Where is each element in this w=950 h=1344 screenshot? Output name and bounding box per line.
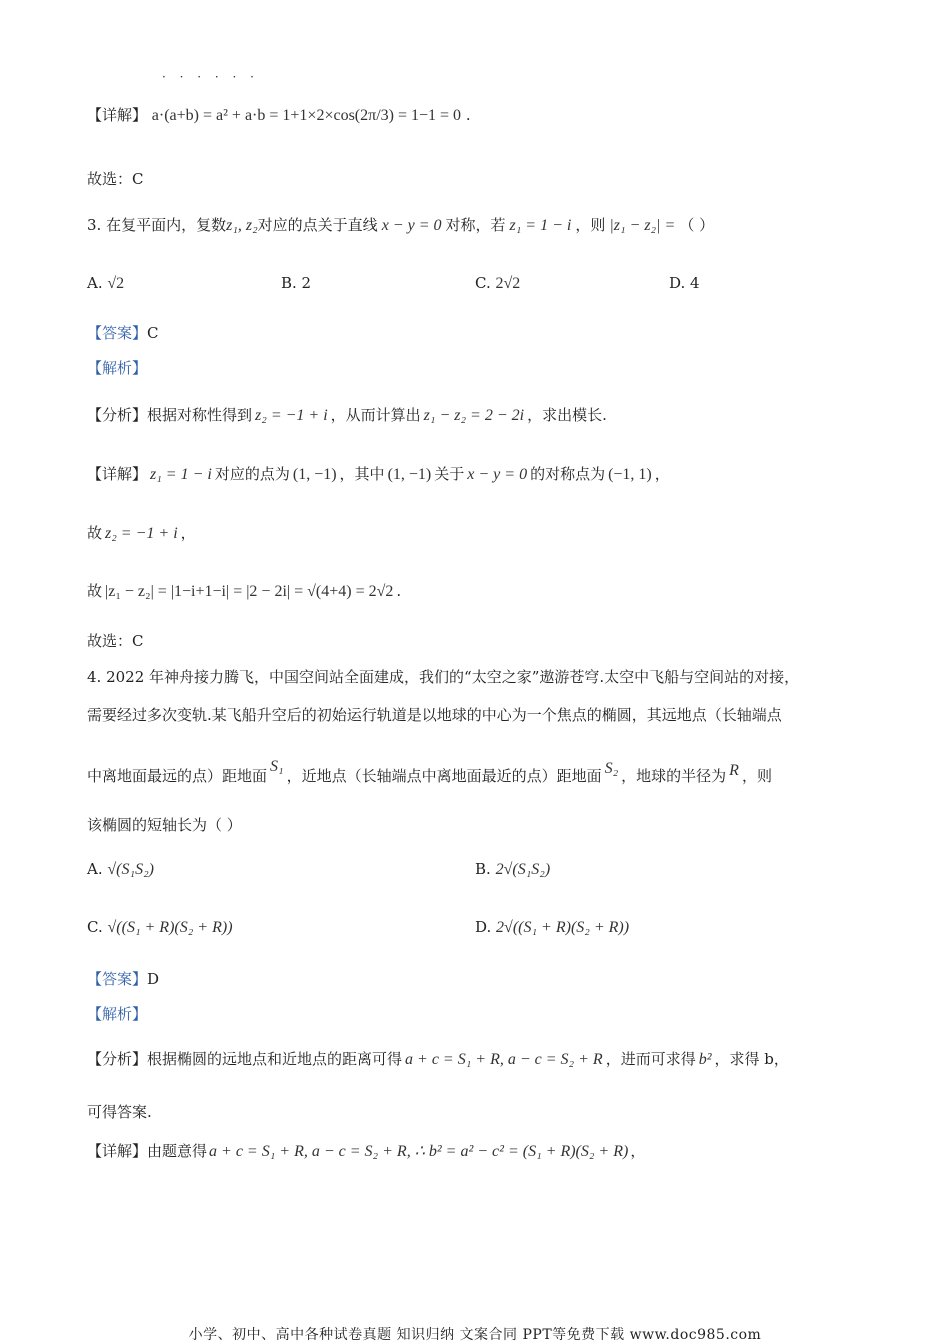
q4-detail: 【详解】由题意得 a + c = S₁ + R, a − c = S₂ + R, ∴ b² = a² − c² = (S₁ + R)(S₂ + R) ， bbox=[87, 1142, 646, 1160]
q4-stem-line1: 4. 2022 年神舟接力腾飞，中国空间站全面建成，我们的“太空之家”遨游苍穹.太空中飞船与空间站的对接， bbox=[87, 668, 800, 686]
q3-option-c: C. 2√2 bbox=[475, 274, 521, 292]
q4-option-c: C. √((S₁ + R)(S₂ + R)) bbox=[87, 918, 233, 936]
q3-answer: 【答案】C bbox=[87, 324, 159, 342]
q4-option-b: B. 2√(S₁S₂) bbox=[475, 860, 551, 878]
q3-option-a: A. √2 bbox=[87, 274, 125, 292]
q2-choose: 故选：C bbox=[87, 170, 144, 188]
detail-tag: 【详解】 bbox=[87, 106, 148, 124]
q4-fenxi: 【分析】根据椭圆的远地点和近地点的距离可得 a + c = S₁ + R, a − c = S₂ + R ，进而可求得 b² ，求得 b， bbox=[87, 1050, 789, 1068]
q2-detail: 【详解】 a·(a+b) = a² + a·b = 1+1×2×cos(2π/3) = 1−1 = 0 . bbox=[87, 106, 471, 124]
q3-stem: 3. 在复平面内，复数z₁, z₂对应的点关于直线 x − y = 0 对称，若 z₁ = 1 − i ，则 |z₁ − z₂| = （ ） bbox=[87, 216, 715, 234]
q4-option-a: A. √(S₁S₂) bbox=[87, 860, 154, 878]
q4-analysis-tag: 【解析】 bbox=[87, 1005, 148, 1023]
q4-stem-line4: 该椭圆的短轴长为（ ） bbox=[87, 816, 242, 834]
page-footer: 小学、初中、高中各种试卷真题 知识归纳 文案合同 PPT等免费下载 www.doc985.com bbox=[188, 1327, 762, 1343]
q3-detail-2: 故 z₂ = −1 + i ， bbox=[87, 524, 196, 542]
q3-analysis-tag: 【解析】 bbox=[87, 359, 148, 377]
q3-detail-1: 【详解】 z₁ = 1 − i 对应的点为 (1, −1) ，其中 (1, −1) 关于 x − y = 0 的对称点为 (−1, 1) ， bbox=[87, 465, 670, 483]
vector-arrow-marks: · · · · · · bbox=[162, 70, 259, 84]
q2-detail-formula: a·(a+b) = a² + a·b = 1+1×2×cos(2π/3) = 1−1 = 0 bbox=[151, 107, 462, 124]
q4-option-d: D. 2√((S₁ + R)(S₂ + R)) bbox=[475, 918, 630, 936]
q3-option-b: B. 2 bbox=[281, 274, 312, 292]
q3-detail-3: 故 |z₁ − z₂| = |1−i+1−i| = |2 − 2i| = √(4+4) = 2√2 . bbox=[87, 582, 402, 600]
q4-answer: 【答案】D bbox=[87, 970, 160, 988]
q3-choose: 故选：C bbox=[87, 632, 144, 650]
q3-fenxi: 【分析】根据对称性得到 z₂ = −1 + i ，从而计算出 z₁ − z₂ = 2 − 2i ，求出模长. bbox=[87, 406, 607, 424]
q4-stem-line2: 需要经过多次变轨.某飞船升空后的初始运行轨道是以地球的中心为一个焦点的椭圆，其远地点（长轴端点 bbox=[87, 706, 782, 724]
q4-fenxi-line2: 可得答案. bbox=[87, 1103, 152, 1121]
q4-stem-line3: 中离地面最远的点）距地面S₁，近地点（长轴端点中离地面最近的点）距地面 S₂ ，地球的半径为 R ，则 bbox=[87, 758, 772, 785]
q3-option-d: D. 4 bbox=[669, 274, 700, 292]
